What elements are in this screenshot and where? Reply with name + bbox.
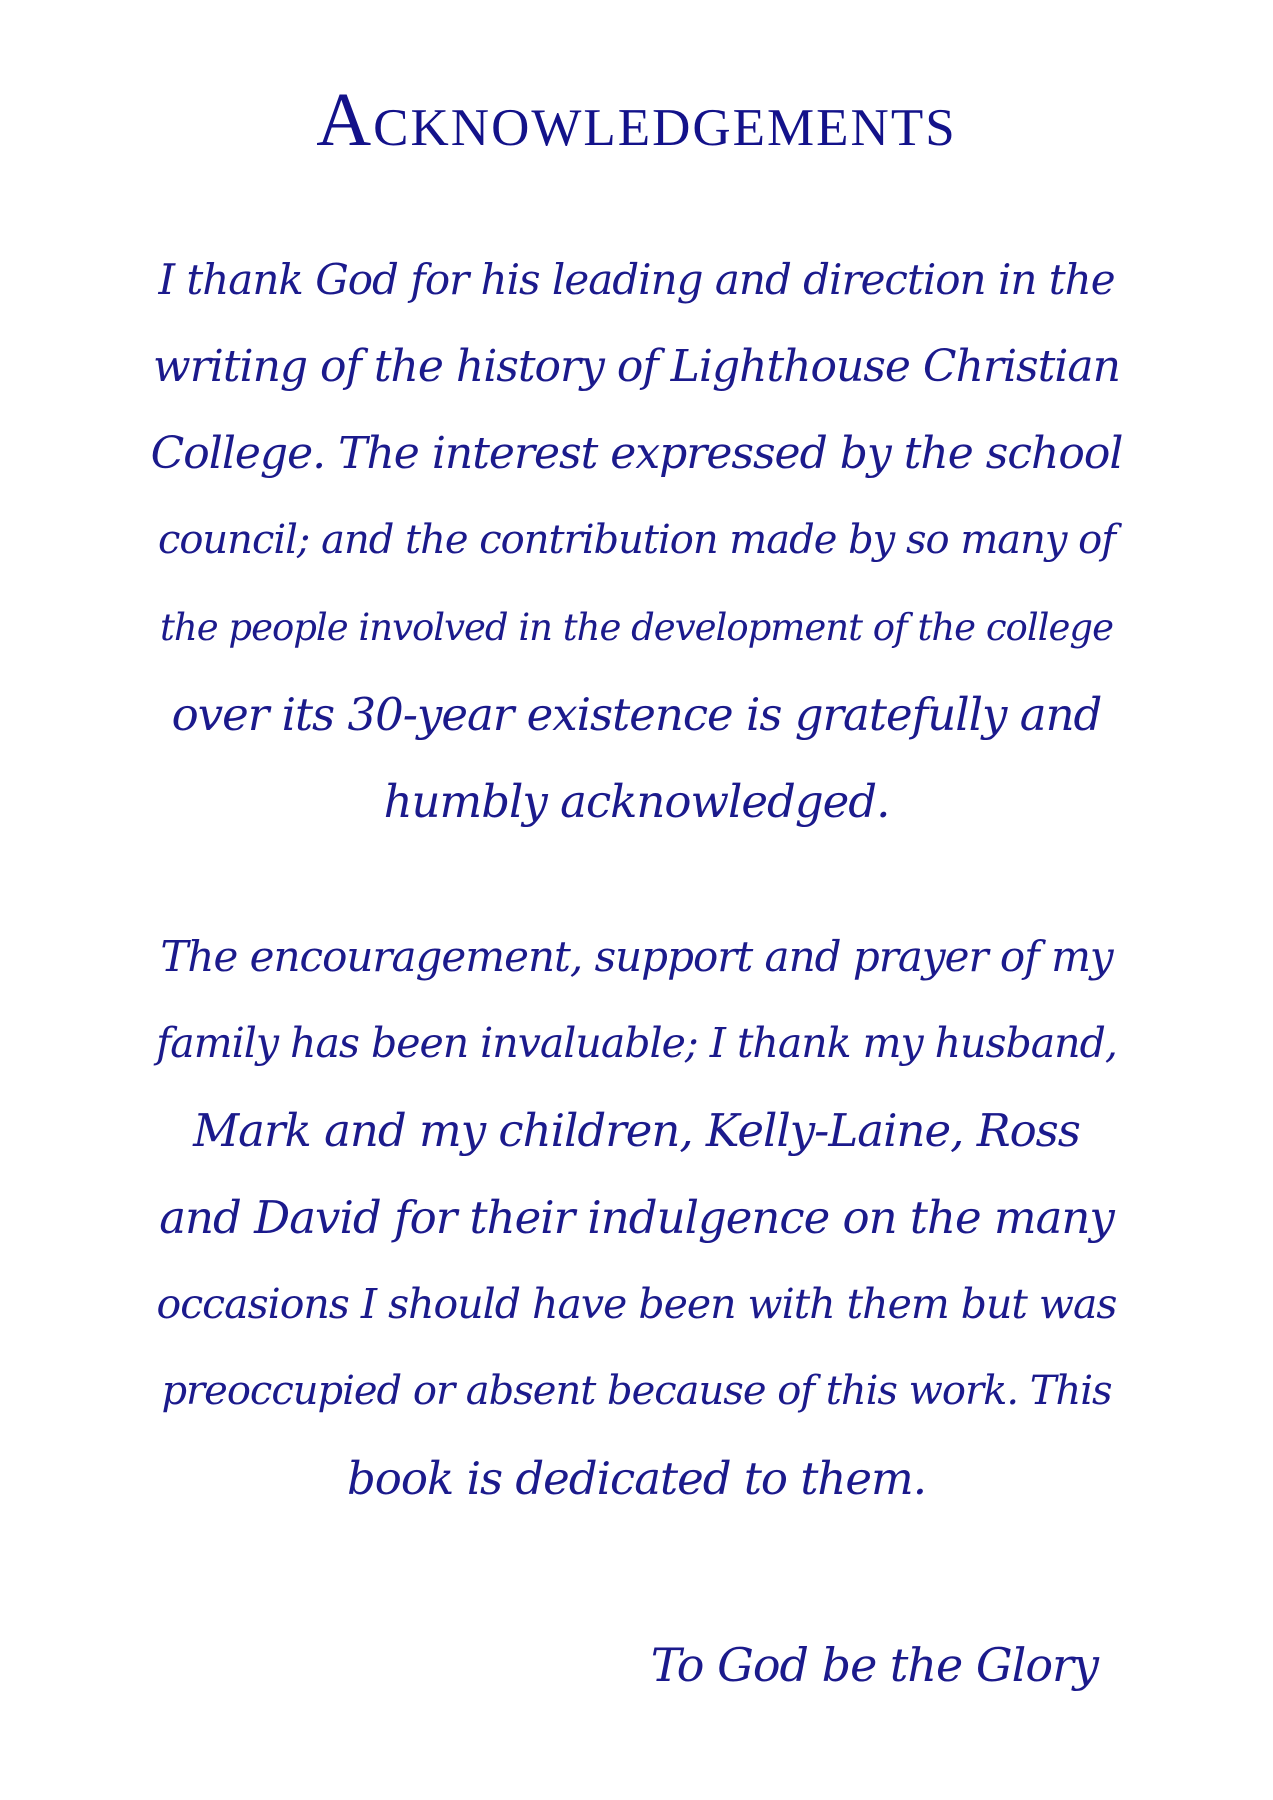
page-title: Acknowledgements	[316, 78, 957, 162]
paragraph-line: council; and the contribution made by so many of	[157, 517, 1116, 563]
paragraph-line: over its 30-year existence is gratefully and	[171, 688, 1102, 741]
acknowledgement-paragraph-2	[150, 913, 1123, 1522]
paragraph-line: writing of the history of Lighthouse Christian	[153, 341, 1120, 392]
paragraph-line: the people involved in the development of the college	[160, 606, 1113, 649]
paragraph-line: The encouragement, support and prayer of my	[160, 932, 1113, 981]
closing-dedication: To God be the Glory	[650, 1638, 1098, 1692]
paragraph-line: family has been invaluable; I thank my husband,	[156, 1019, 1117, 1067]
paragraph-line: College. The interest expressed by the school	[150, 428, 1123, 479]
paragraph-line: occasions I should have been with them but was	[156, 1280, 1117, 1328]
paragraph-line: I thank God for his leading and direction in the	[158, 255, 1115, 304]
paragraph-line: humbly acknowledged.	[383, 775, 890, 828]
acknowledgement-paragraph-1	[150, 236, 1123, 845]
paragraph-line: book is dedicated to them.	[347, 1452, 926, 1505]
paragraph-line: and David for their indulgence on the many	[159, 1191, 1114, 1244]
paragraph-line: Mark and my children, Kelly-Laine, Ross	[193, 1104, 1080, 1157]
paragraph-line: preoccupied or absent because of this work. This	[161, 1368, 1112, 1414]
